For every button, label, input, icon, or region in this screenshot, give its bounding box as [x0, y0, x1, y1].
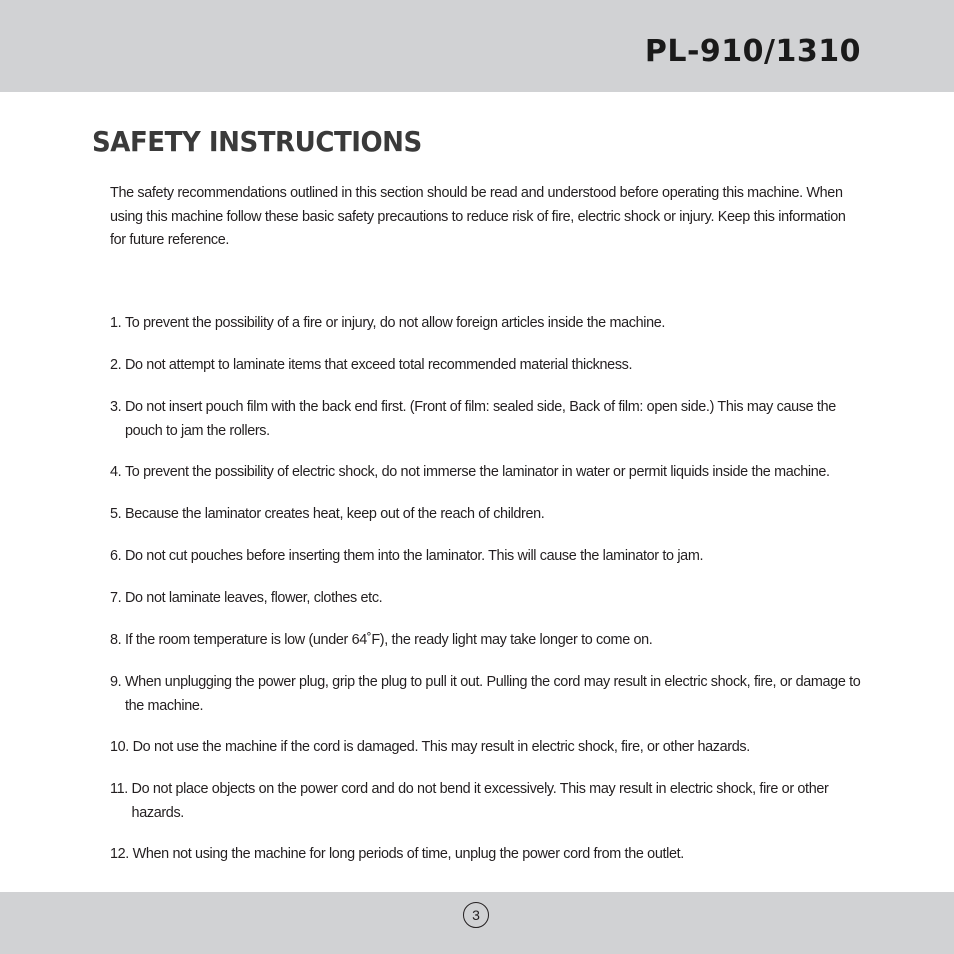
item-number: 11.: [110, 781, 132, 797]
item-text: Do not laminate leaves, flower, clothes etc.: [124, 590, 383, 606]
list-item: [110, 778, 862, 825]
list-item: [110, 396, 862, 443]
list-item: [110, 545, 862, 569]
list-item: [110, 312, 862, 336]
item-number: 7.: [110, 590, 125, 606]
list-item: [110, 354, 862, 378]
item-text: To prevent the possibility of electric shock, do not immerse the laminator in water or permit liquids inside the machine.: [124, 464, 830, 480]
list-item: [110, 843, 862, 867]
page-title: SAFETY INSTRUCTIONS: [92, 125, 422, 158]
item-number: 6.: [110, 548, 125, 564]
list-item: [110, 671, 862, 718]
item-text: Do not use the machine if the cord is damaged. This may result in electric shock, fire, or other hazards.: [132, 739, 750, 755]
item-number: 1.: [110, 315, 125, 331]
item-number: 5.: [110, 506, 125, 522]
item-text: Do not place objects on the power cord and do not bend it excessively. This may result in electric shock, fire or other hazards.: [131, 781, 829, 821]
item-text: When not using the machine for long periods of time, unplug the power cord from the outlet.: [132, 846, 684, 862]
model-number: PL-910/1310: [644, 34, 861, 69]
page-number-badge: 3: [463, 902, 489, 928]
item-number: 2.: [110, 357, 125, 373]
item-text: Do not cut pouches before inserting them into the laminator. This will cause the laminator to jam.: [124, 548, 704, 564]
item-number: 12.: [110, 846, 133, 862]
intro-paragraph: The safety recommendations outlined in this section should be read and understood before operating this machine. When using this machine follow these basic safety precautions to reduce risk of fire, electric shock or injury. Keep this information for future reference.: [110, 185, 846, 248]
item-number: 4.: [110, 464, 125, 480]
item-text: To prevent the possibility of a fire or injury, do not allow foreign articles inside the machine.: [124, 315, 666, 331]
item-text: When unplugging the power plug, grip the plug to pull it out. Pulling the cord may result in electric shock, fire, or damage to the machine.: [124, 674, 861, 714]
item-text: Because the laminator creates heat, keep out of the reach of children.: [124, 506, 545, 522]
list-item: [110, 629, 862, 653]
list-item: [110, 587, 862, 611]
item-number: 3.: [110, 399, 125, 415]
list-item: [110, 503, 862, 527]
list-item: [110, 736, 862, 760]
item-number: 10.: [110, 739, 133, 755]
item-text: Do not insert pouch film with the back end first. (Front of film: sealed side, Back of film: open side.) This may cause the pouch to jam the rollers.: [124, 399, 836, 439]
item-number: 9.: [110, 674, 125, 690]
item-text: If the room temperature is low (under 64˚F), the ready light may take longer to come on.: [124, 632, 653, 648]
item-text: Do not attempt to laminate items that exceed total recommended material thickness.: [124, 357, 633, 373]
list-item: [110, 461, 862, 485]
item-number: 8.: [110, 632, 125, 648]
